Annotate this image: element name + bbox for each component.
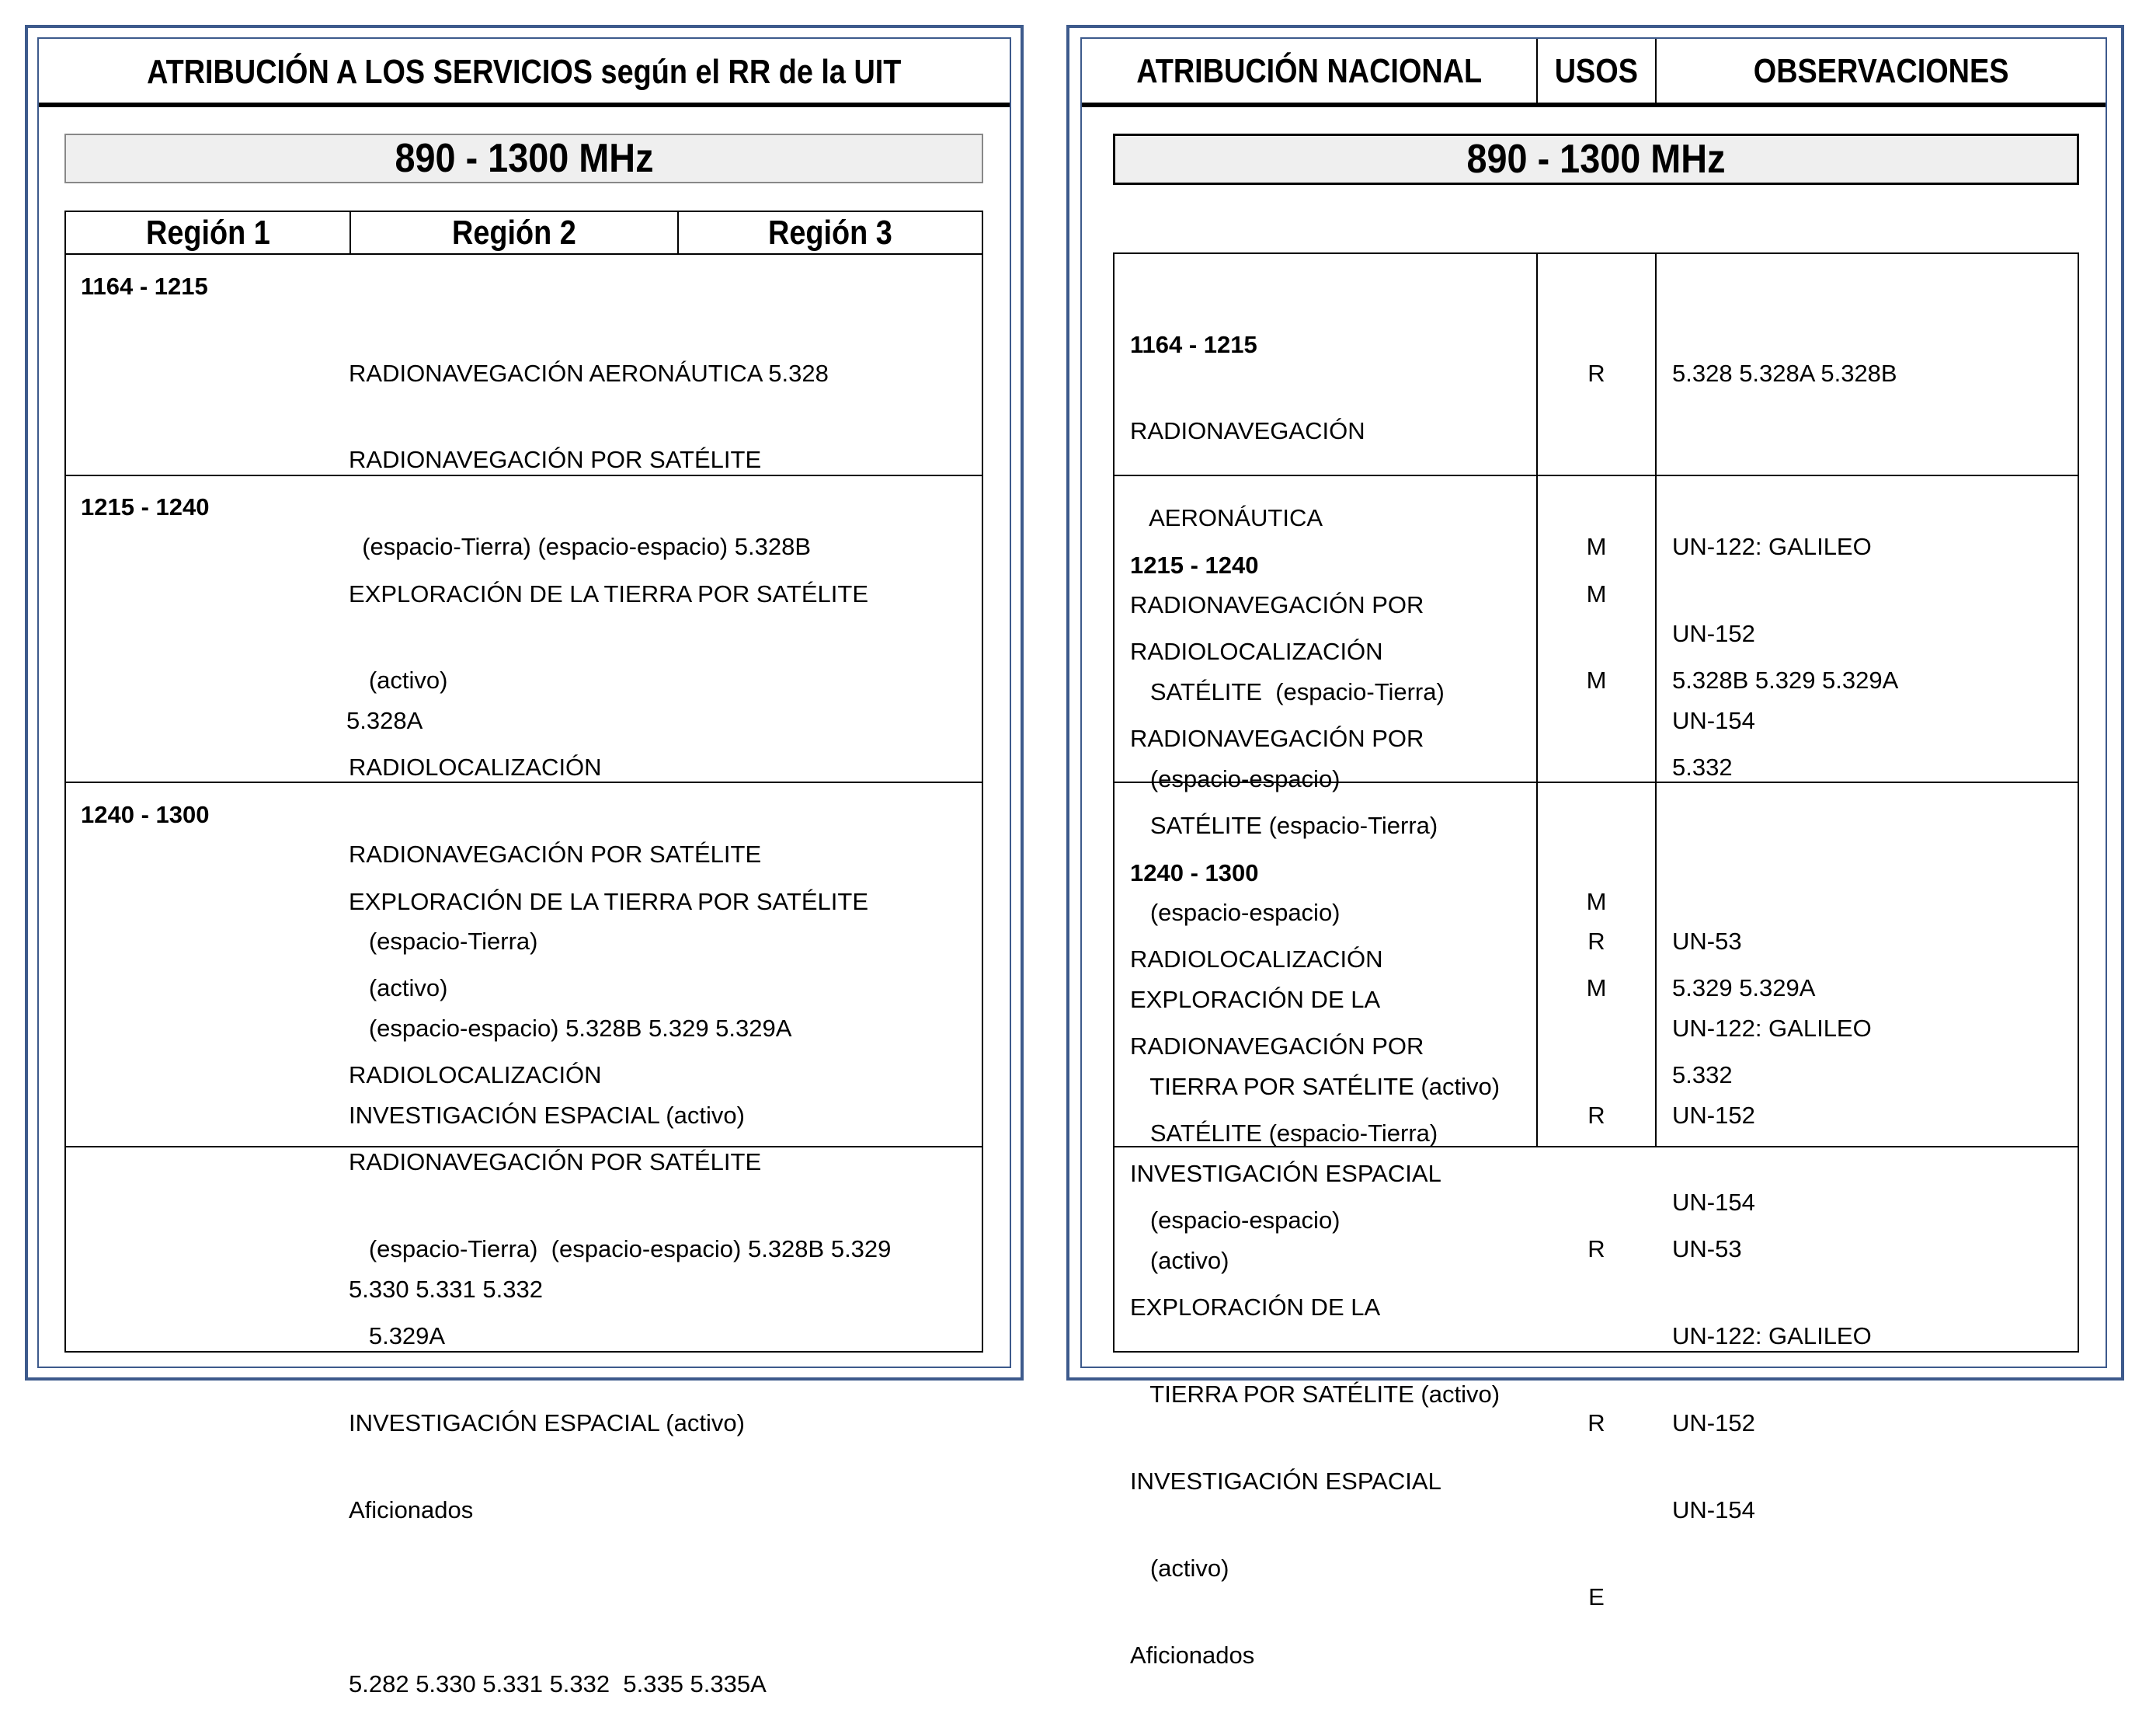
right-row-3-uso-8 bbox=[1538, 1495, 1655, 1524]
right-band-box bbox=[1113, 134, 2079, 185]
left-header-rule bbox=[39, 103, 1010, 107]
right-header-cell-3 bbox=[1657, 39, 2106, 104]
region-3-label: Región 3 bbox=[768, 214, 892, 252]
left-row-3-line-10: 5.282 5.330 5.331 5.332 5.335 5.335A bbox=[349, 1670, 767, 1697]
left-band-box bbox=[64, 134, 983, 183]
right-row-3-uso-9: E bbox=[1588, 1583, 1605, 1610]
right-row-3-uso-7: R bbox=[1587, 1408, 1605, 1436]
right-row-1-uso-2 bbox=[1538, 445, 1655, 474]
right-row-3-uso-4 bbox=[1538, 1147, 1655, 1176]
right-row-3-uso-3 bbox=[1538, 1060, 1655, 1089]
right-row-1-obs-2 bbox=[1672, 445, 1897, 474]
region-2-label: Región 2 bbox=[452, 214, 576, 252]
right-row-2-svc-4: (espacio-espacio) bbox=[1130, 899, 1341, 927]
right-row-1-obs-5: UN-154 bbox=[1672, 707, 1755, 735]
right-row-3-obs-3: 5.332 bbox=[1672, 1061, 1733, 1089]
left-row-3-line-4: RADIONAVEGACIÓN POR SATÉLITE bbox=[349, 1148, 762, 1176]
left-row-2-range: 1215 - 1240 bbox=[81, 493, 210, 521]
right-row-2-obs-8: UN-154 bbox=[1672, 1188, 1755, 1216]
left-row-1-line-3: (espacio-Tierra) (espacio-espacio) 5.328B bbox=[349, 533, 811, 561]
right-row-3-svc-7: INVESTIGACIÓN ESPACIAL bbox=[1130, 1467, 1441, 1495]
right-row-3-obs bbox=[1672, 829, 1872, 1553]
region-2-label-cell bbox=[351, 212, 677, 254]
left-row-2-line-5: (espacio-Tierra) bbox=[349, 928, 538, 956]
right-row-1-range: 1164 - 1215 bbox=[1130, 330, 1257, 358]
left-row-3-line-8: Aficionados bbox=[349, 1495, 474, 1523]
right-row-2-svc-2: RADIONAVEGACIÓN POR bbox=[1130, 725, 1424, 753]
right-row-3-svc-5: EXPLORACIÓN DE LA bbox=[1130, 1294, 1381, 1321]
region-1-label: Región 1 bbox=[145, 214, 270, 252]
right-row-3-svc-6: TIERRA POR SATÉLITE (activo) bbox=[1130, 1380, 1501, 1408]
right-row-3-svc-9: Aficionados bbox=[1130, 1641, 1255, 1669]
left-row-3-line-2: (activo) bbox=[349, 974, 448, 1002]
right-row-2-svc-5: EXPLORACIÓN DE LA bbox=[1130, 986, 1381, 1014]
left-row-2-line-6: (espacio-espacio) 5.328B 5.329 5.329A bbox=[349, 1015, 792, 1043]
left-row-1-line-1: RADIONAVEGACIÓN AERONÁUTICA 5.328 bbox=[349, 359, 829, 387]
right-row-3-usos bbox=[1538, 829, 1655, 1640]
right-row-2-uso-2: M bbox=[1586, 667, 1607, 695]
left-header bbox=[39, 39, 1010, 106]
right-row-2-obs-6: UN-122: GALILEO bbox=[1672, 1015, 1872, 1043]
right-row-3-obs-4 bbox=[1672, 1147, 1872, 1176]
right-row-3-uso-5: R bbox=[1587, 1235, 1605, 1263]
right-row-2-uso-5: R bbox=[1587, 928, 1605, 956]
right-row-3-obs-7: UN-152 bbox=[1672, 1408, 1755, 1436]
right-header-cell-1 bbox=[1082, 39, 1536, 104]
right-row-2-obs-5: UN-53 bbox=[1672, 928, 1742, 956]
right-row-2-obs-1 bbox=[1672, 580, 1898, 608]
right-row-3-svc-4: (espacio-espacio) bbox=[1130, 1206, 1341, 1234]
right-row-1-svc-1: RADIONAVEGACIÓN bbox=[1130, 417, 1365, 445]
left-row-3-services bbox=[349, 829, 891, 1727]
right-col-divider-2 bbox=[1655, 252, 1657, 1147]
right-header-rule bbox=[1082, 103, 2106, 107]
right-row-2-uso-7: R bbox=[1587, 1101, 1605, 1129]
right-row-3-svc-8: (activo) bbox=[1130, 1554, 1229, 1582]
right-row-1-obs-4: UN-152 bbox=[1672, 620, 1755, 648]
right-row-2-svc-3: SATÉLITE (espacio-Tierra) bbox=[1130, 812, 1438, 840]
right-row-3-range: 1240 - 1300 bbox=[1130, 858, 1259, 886]
right-row-3-services bbox=[1130, 800, 1500, 1698]
left-row-1-range: 1164 - 1215 bbox=[81, 273, 208, 300]
left-row-2-line-7: INVESTIGACIÓN ESPACIAL (activo) bbox=[349, 1101, 745, 1129]
left-row-2-line-2: (activo) bbox=[349, 667, 448, 695]
header-atribucion-nacional: ATRIBUCIÓN NACIONAL bbox=[1136, 52, 1482, 90]
left-row-3-line-7: INVESTIGACIÓN ESPACIAL (activo) bbox=[349, 1408, 745, 1436]
right-row-2-range: 1215 - 1240 bbox=[1130, 551, 1259, 579]
right-row-3-obs-2: 5.329 5.329A bbox=[1672, 974, 1816, 1002]
right-row-3-uso-1: M bbox=[1586, 887, 1607, 915]
left-row-1-line-5: 5.328A bbox=[346, 707, 423, 735]
right-row-1-svc-3: RADIONAVEGACIÓN POR bbox=[1130, 591, 1424, 619]
right-row-3-svc-2: RADIONAVEGACIÓN POR bbox=[1130, 1032, 1424, 1060]
right-row-3-obs-8: UN-154 bbox=[1672, 1495, 1755, 1523]
right-row-1-svc-2: AERONÁUTICA bbox=[1130, 504, 1323, 532]
left-row-3-line-6: 5.329A bbox=[349, 1322, 446, 1350]
left-row-3-range: 1240 - 1300 bbox=[81, 801, 210, 828]
right-row-1-svc-5: (espacio-espacio) bbox=[1130, 765, 1341, 793]
region-1-label-cell bbox=[66, 212, 349, 254]
right-row-1-svc-4: SATÉLITE (espacio-Tierra) bbox=[1130, 678, 1445, 706]
right-header-cell-2 bbox=[1538, 39, 1655, 104]
header-usos: USOS bbox=[1554, 52, 1639, 90]
left-row-3-line-5: (espacio-Tierra) (espacio-espacio) 5.328B 5.329 bbox=[349, 1235, 892, 1263]
right-row-3-uso-2: M bbox=[1586, 974, 1607, 1002]
right-row-2-svc-8: (activo) bbox=[1130, 1246, 1229, 1274]
right-row-3-obs-6: UN-122: GALILEO bbox=[1672, 1322, 1872, 1350]
left-row-3-line-9 bbox=[349, 1583, 891, 1611]
right-row-3-svc-1: RADIOLOCALIZACIÓN bbox=[1130, 945, 1383, 973]
right-row-1-uso-1: R bbox=[1587, 359, 1605, 387]
right-row-3-svc-3: SATÉLITE (espacio-Tierra) bbox=[1130, 1119, 1438, 1147]
left-row-2-line-1: EXPLORACIÓN DE LA TIERRA POR SATÉLITE bbox=[349, 580, 868, 608]
left-band-title: 890 - 1300 MHz bbox=[395, 136, 653, 181]
right-row-2-svc-7: INVESTIGACIÓN ESPACIAL bbox=[1130, 1159, 1441, 1187]
right-row-2-obs-2: 5.328B 5.329 5.329A bbox=[1672, 667, 1899, 695]
right-row-2-uso-3 bbox=[1538, 753, 1655, 782]
right-row-2-svc-1: RADIOLOCALIZACIÓN bbox=[1130, 638, 1383, 666]
right-row-1-obs-3: UN-122: GALILEO bbox=[1672, 533, 1872, 561]
left-row-2-line-3: RADIOLOCALIZACIÓN bbox=[349, 754, 602, 782]
right-row-1-obs-1: 5.328 5.328A 5.328B bbox=[1672, 359, 1897, 387]
left-row-3-line-1: EXPLORACIÓN DE LA TIERRA POR SATÉLITE bbox=[349, 887, 868, 915]
right-row-2-svc-6: TIERRA POR SATÉLITE (activo) bbox=[1130, 1072, 1501, 1100]
right-row-3-uso-6 bbox=[1538, 1321, 1655, 1350]
right-row-2-obs-3: 5.332 bbox=[1672, 754, 1733, 782]
left-row-3-line-3: RADIOLOCALIZACIÓN bbox=[349, 1061, 602, 1089]
header-observaciones: OBSERVACIONES bbox=[1753, 52, 2009, 90]
right-row-2-obs-7: UN-152 bbox=[1672, 1101, 1755, 1129]
region-3-label-cell bbox=[679, 212, 982, 254]
left-row-2-line-4: RADIONAVEGACIÓN POR SATÉLITE bbox=[349, 841, 762, 869]
right-row-2-uso-1: M bbox=[1586, 580, 1607, 608]
left-header-title: ATRIBUCIÓN A LOS SERVICIOS según el RR de la UIT bbox=[147, 53, 902, 91]
right-row-1-uso-3: M bbox=[1586, 533, 1607, 561]
left-row-2-line-9: 5.330 5.331 5.332 bbox=[349, 1275, 543, 1303]
right-row-3-obs-5: UN-53 bbox=[1672, 1235, 1742, 1263]
left-row-1-line-2: RADIONAVEGACIÓN POR SATÉLITE bbox=[349, 446, 762, 474]
right-row-3-obs-1 bbox=[1672, 887, 1872, 916]
right-band-title: 890 - 1300 MHz bbox=[1466, 137, 1726, 182]
